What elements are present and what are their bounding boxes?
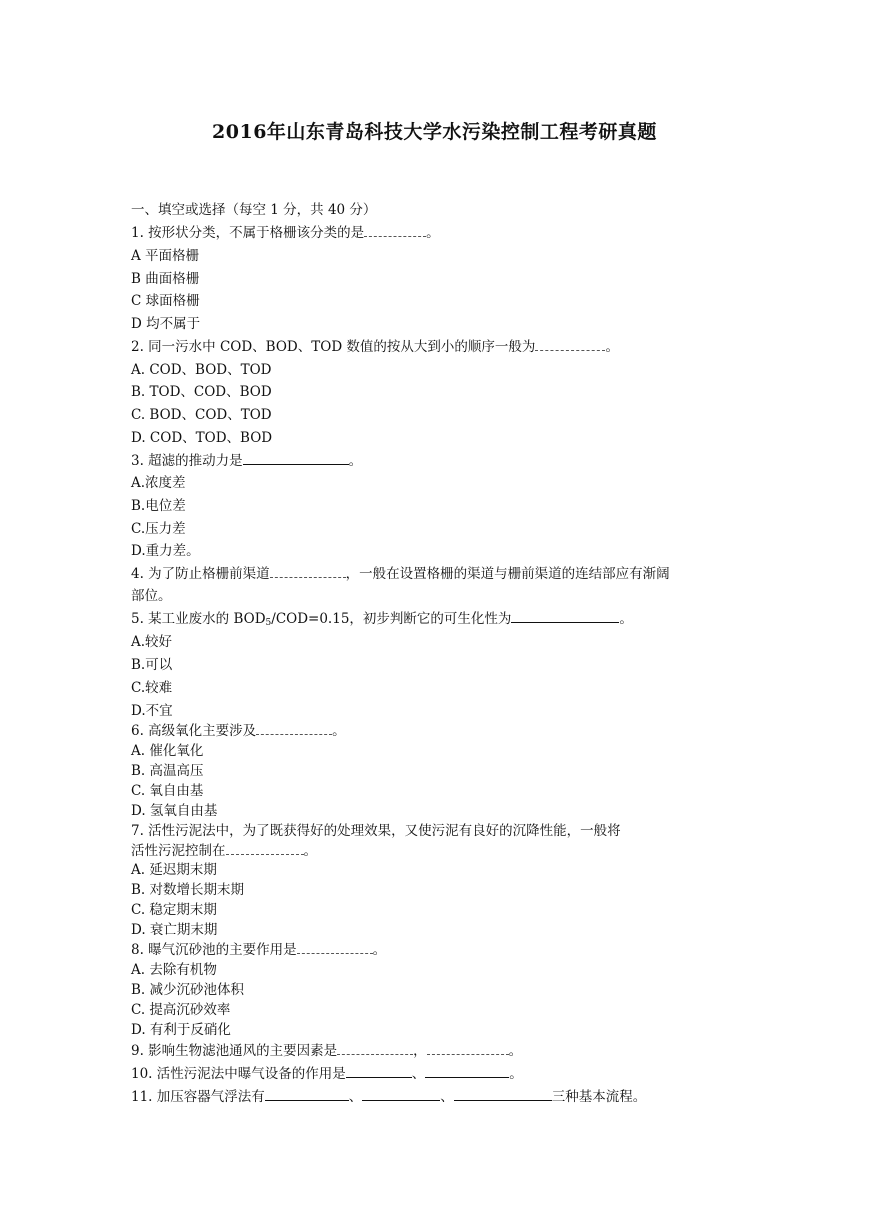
option: B. 减少沉砂池体积	[131, 982, 245, 998]
punct: ，	[413, 1043, 427, 1059]
question-stem: 4. 为了防止格栅前渠道	[131, 566, 270, 582]
punct: 。	[508, 1043, 523, 1059]
option: C. 稳定期末期	[131, 902, 217, 918]
question-stem: 8. 曝气沉砂池的主要作用是	[131, 942, 297, 958]
question-stem: 9. 影响生物滤池通风的主要因素是	[131, 1043, 338, 1059]
punct: 。	[426, 225, 440, 241]
answer-blank	[511, 610, 619, 623]
option: D. 衰亡期末期	[131, 922, 218, 938]
question-1	[131, 224, 440, 242]
option: C. 提高沉砂效率	[131, 1002, 231, 1018]
punct: 、	[440, 1089, 454, 1105]
option: A 平面格栅	[131, 248, 200, 264]
question-stem: 10. 活性污泥法中曝气设备的作用是	[131, 1066, 346, 1082]
option: B 曲面格栅	[131, 271, 200, 287]
option: A. 去除有机物	[131, 962, 217, 978]
answer-blank	[270, 565, 346, 578]
option: D. COD、TOD、BOD	[131, 430, 273, 446]
answer-blank	[337, 1042, 413, 1055]
question-text: 活性污泥控制在	[131, 843, 226, 859]
option: B.电位差	[131, 498, 186, 514]
question-text: 三种基本流程。	[551, 1089, 647, 1105]
question-7-line2	[131, 842, 317, 860]
question-stem: 6. 高级氧化主要涉及	[131, 723, 257, 739]
punct: 。	[332, 723, 346, 739]
question-stem: 5. 某工业废水的 BOD	[131, 611, 266, 627]
question-5	[131, 610, 633, 632]
answer-blank	[265, 1088, 349, 1101]
punct: 。	[509, 1066, 523, 1082]
question-4	[131, 565, 670, 583]
section-heading: 一、填空或选择（每空 1 分，共 40 分）	[131, 202, 377, 218]
punct: 。	[605, 339, 619, 355]
answer-blank	[346, 1065, 412, 1078]
question-6	[131, 722, 346, 740]
option: B. 对数增长期末期	[131, 882, 245, 898]
question-3	[131, 452, 362, 470]
question-stem: 2. 同一污水中 COD、BOD、TOD 数值的按从大到小的顺序一般为	[131, 339, 536, 355]
option: D. 有利于反硝化	[131, 1022, 231, 1038]
answer-blank	[256, 722, 332, 735]
option: B.可以	[131, 657, 173, 673]
punct: 。	[372, 942, 387, 958]
question-10	[131, 1065, 523, 1083]
option: A. 催化氧化	[131, 743, 204, 759]
option: B. 高温高压	[131, 763, 204, 779]
option: B. TOD、COD、BOD	[131, 384, 272, 400]
answer-blank	[454, 1088, 552, 1101]
document-title: 2016年山东青岛科技大学水污染控制工程考研真题	[212, 121, 657, 143]
question-stem: 1. 按形状分类，不属于格栅该分类的是	[131, 225, 365, 241]
answer-blank	[425, 1065, 509, 1078]
answer-blank	[535, 338, 605, 351]
question-2	[131, 338, 619, 356]
option: D. 氢氧自由基	[131, 803, 218, 819]
option: A. COD、BOD、TOD	[131, 362, 272, 378]
option: A.较好	[131, 634, 173, 650]
answer-blank	[427, 1042, 509, 1055]
answer-blank	[243, 452, 349, 465]
answer-blank	[226, 842, 304, 855]
question-4-line2: 部位。	[131, 588, 172, 604]
option: C.压力差	[131, 521, 186, 537]
question-stem: 3. 超滤的推动力是	[131, 453, 243, 469]
punct: 。	[619, 611, 633, 627]
punct: 、	[411, 1066, 426, 1082]
punct: 。	[348, 453, 363, 469]
punct: 、	[348, 1089, 363, 1105]
option: A. 延迟期末期	[131, 862, 217, 878]
punct: 。	[303, 843, 317, 859]
option: D 均不属于	[131, 316, 201, 332]
answer-blank	[362, 1088, 440, 1101]
option: D.不宜	[131, 703, 173, 719]
question-8	[131, 941, 386, 959]
question-9	[131, 1042, 522, 1060]
option: C.较难	[131, 680, 173, 696]
question-11	[131, 1088, 646, 1106]
question-7: 7. 活性污泥法中，为了既获得好的处理效果，又使污泥有良好的沉降性能，一般将	[131, 823, 621, 839]
option: D.重力差。	[131, 543, 200, 559]
option: A.浓度差	[131, 475, 186, 491]
option: C. 氧自由基	[131, 783, 204, 799]
question-text: ，一般在设置格栅的渠道与栅前渠道的连结部应有渐阔	[345, 566, 670, 582]
answer-blank	[364, 224, 426, 237]
question-stem: 11. 加压容器气浮法有	[131, 1089, 265, 1105]
answer-blank	[297, 941, 373, 954]
option: C 球面格栅	[131, 293, 200, 309]
question-text: /COD=0.15，初步判断它的可生化性为	[271, 611, 512, 627]
option: C. BOD、COD、TOD	[131, 407, 272, 423]
subscript: 5	[265, 618, 272, 628]
